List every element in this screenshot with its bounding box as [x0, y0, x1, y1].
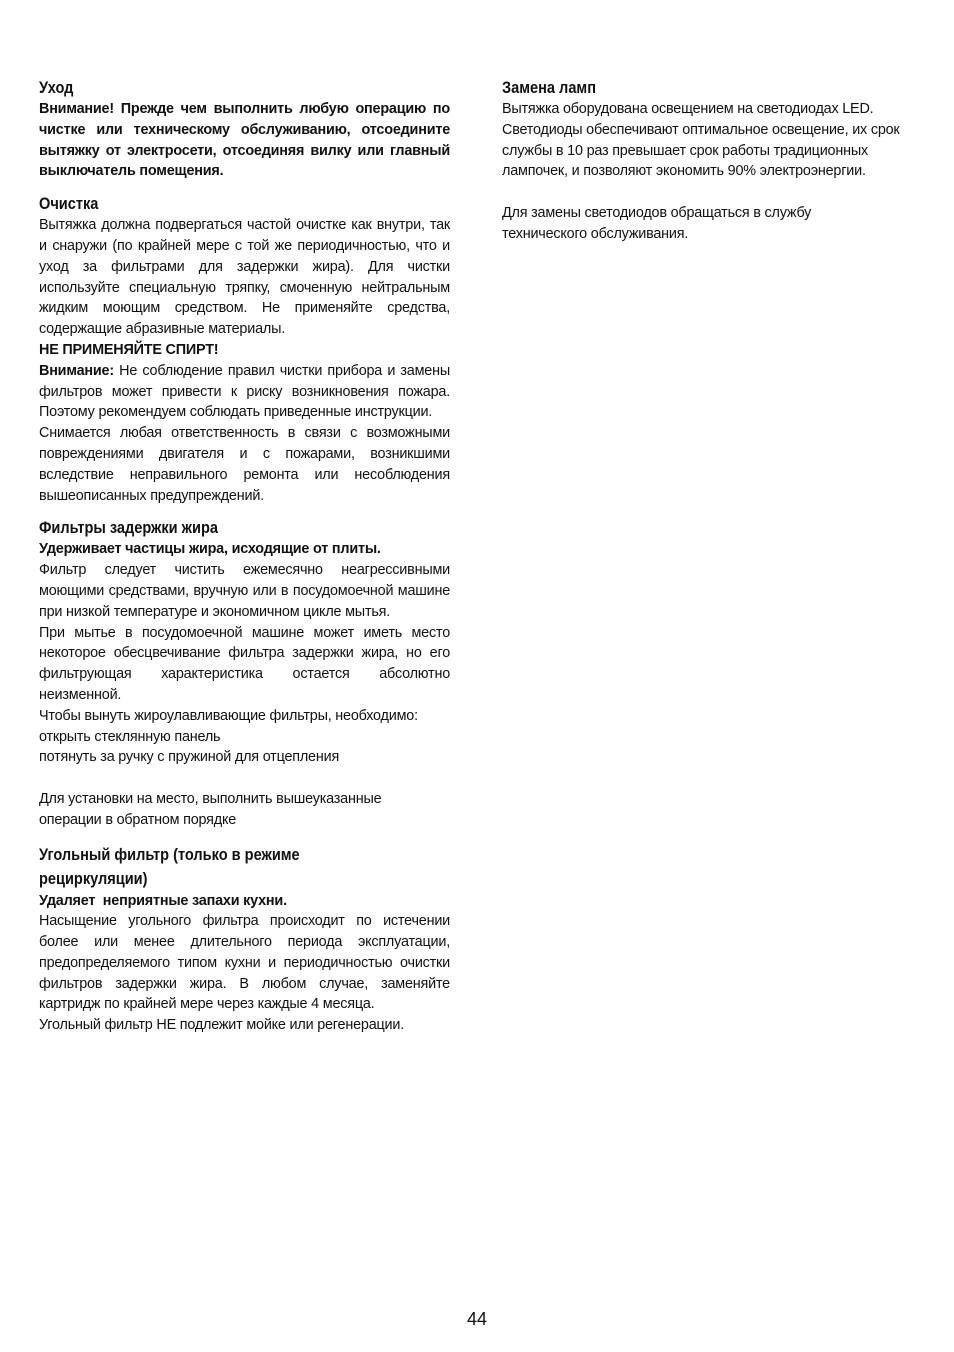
grease-filter-step-2: потянуть за ручку с пружиной для отцепления [39, 749, 340, 766]
grease-filter-subtitle: Удерживает частицы жира, исходящие от плиты. [39, 541, 381, 558]
grease-filter-reinstall: Для установки на место, выполнить вышеуказанные операции в обратном порядке [39, 790, 382, 828]
grease-filter-text-2: При мытье в посудомоечной машине может иметь место некоторое обесцвечивание фильтра задержки жира, но его фильтрующая характеристика остается абсолютно неизменной. [39, 624, 450, 703]
grease-filter-heading: Фильтры задержки жира [39, 519, 218, 538]
left-column [39, 78, 450, 1036]
cleaning-heading: Очистка [39, 195, 99, 214]
cleaning-text: Вытяжка должна подвергаться частой очистке как внутри, так и снаружи (по крайней мере с той же периодичностью, что и уход за фильтрами для задержки жира). Для чистки используйте специальную тряпку, смоченную нейтральным жидким моющим средством. Не применяйте средства, содержащие абразивные материалы. [39, 217, 450, 338]
carbon-filter-subtitle: Удаляет неприятные запахи кухни. [39, 892, 287, 909]
lamp-text-1: Вытяжка оборудована освещением на светодиодах LED. Светодиоды обеспечивают оптимальное освещение, их срок службы в 10 раз превышает срок работы традиционных лампочек, и позволяют экономить 90% электроэнергии. [502, 101, 900, 180]
lamp-replacement-heading: Замена ламп [502, 79, 596, 97]
page-number: 44 [466, 1309, 488, 1329]
care-heading: Уход [39, 79, 74, 97]
grease-filter-steps-intro: Чтобы вынуть жироулавливающие фильтры, необходимо: [39, 707, 418, 724]
lamp-text-2: Для замены светодиодов обращаться в службу технического обслуживания. [502, 204, 812, 242]
carbon-filter-text-2: Угольный фильтр НЕ подлежит мойке или регенерации. [39, 1017, 405, 1034]
warning-label: Внимание: [39, 362, 114, 379]
carbon-filter-text-1: Насыщение угольного фильтра происходит по истечении более или менее длительного периода эксплуатации, предопределяемого типом кухни и периодичностью очистки фильтров задержки жира. В любом случае, заменяйте картридж по крайней мере через каждые 4 месяца. [39, 913, 450, 1013]
no-alcohol-warning: НЕ ПРИМЕНЯЙТЕ СПИРТ! [39, 341, 219, 358]
warning-text: Не соблюдение правил чистки прибора и замены фильтров может привести к риску возникновения пожара. Поэтому рекомендуем соблюдать приведенные инструкции. [39, 362, 450, 421]
care-warning: Внимание! Прежде чем выполнить любую операцию по чистке или техническому обслуживанию, отсоедините вытяжку от электросети, отсоединяя вилку или главный выключатель помещения. [39, 101, 450, 180]
right-column [502, 78, 912, 245]
carbon-filter-heading-line-1: Угольный фильтр (только в режиме [39, 845, 300, 864]
grease-filter-step-1: открыть стеклянную панель [39, 728, 221, 745]
grease-filter-text-1: Фильтр следует чистить ежемесячно неагрессивными моющими средствами, вручную или в посудомоечной машине при низкой температуре и экономичном цикле мытья. [39, 562, 450, 620]
carbon-filter-heading-line-2: рециркуляции) [39, 869, 148, 888]
liability-text: Снимается любая ответственность в связи с возможными повреждениями двигателя и с пожарами, возникшими вследствие неправильного ремонта или несоблюдения вышеописанных предупреждений. [39, 425, 450, 504]
cleaning-warning [39, 361, 450, 423]
